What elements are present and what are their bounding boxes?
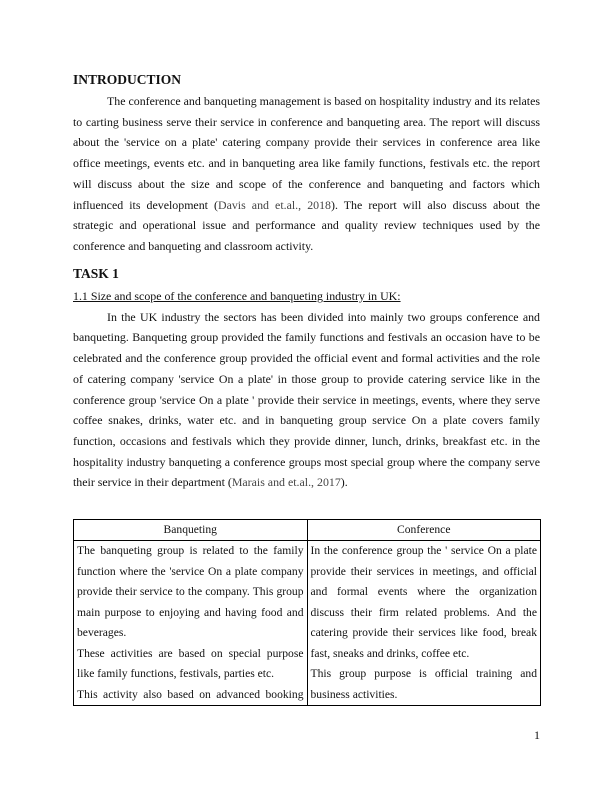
comparison-table (73, 519, 541, 706)
header-banqueting: Banqueting (74, 520, 308, 541)
cell-paragraph: These activities are based on special purpose like family functions, festivals, parties etc. (77, 646, 304, 680)
task1-heading: TASK 1 (73, 266, 119, 281)
task1-paragraph (73, 307, 540, 493)
paragraph-text: ). (340, 475, 348, 490)
introduction-heading: INTRODUCTION (73, 72, 182, 87)
cell-paragraph: The banqueting group is related to the family function where the 'service On a plate company provide their service to the company. This group main purpose to enjoying and having food and beverages. (77, 544, 304, 639)
banqueting-cell (74, 541, 308, 706)
task1-subheading: 1.1 Size and scope of the conference and banqueting industry in UK: (73, 289, 401, 303)
paragraph-text: The conference and banqueting management is based on hospitality industry and its relates to carting business serve their service in conference and banqueting area. The report will discuss about the 'service on a plate' catering company provide their services in conference area like office meetings, events etc. and in banqueting area like family functions, festivals etc. the report will discuss about the size and scope of the conference and banqueting and factors which influenced its development ( (73, 94, 540, 212)
table-header-row (74, 520, 541, 541)
table-row (74, 541, 541, 706)
paragraph-text: ). The report will also discuss about the strategic and operational issue and performance and quality review techniques used by the conference and banqueting and classroom activity. (73, 197, 540, 253)
introduction-paragraph (73, 91, 540, 257)
citation: Davis and et.al., 2018 (218, 197, 331, 212)
citation: Marais and et.al., 2017 (231, 475, 341, 490)
cell-paragraph: In the conference group the ' service On a plate provide their services in meetings, and official and formal events where the organization discuss their firm related problems. And the catering provide their services like food, break fast, sneaks and drinks, coffee etc. (310, 544, 537, 660)
cell-paragraph: This activity also based on advanced booking (77, 687, 304, 701)
page-number: 1 (534, 728, 540, 742)
conference-cell (307, 541, 541, 706)
task1-section (73, 266, 540, 493)
paragraph-text: In the UK industry the sectors has been divided into mainly two groups conference and banqueting. Banqueting group provided the family functions and festivals an occasion have to be celebrated and the conference group provided the official event and formal activities and the role of catering company 'service On a plate' in those group to provide catering service like in the conference group 'service On a plate ' provide their service in meetings, events, where they serve coffee snakes, drinks, water etc. and in banqueting group service On a plate covers family function, occasions and festivals which they provide dinner, lunch, drinks, breakfast etc. in the hospitality industry banqueting a conference groups most special group where the company serve their service in their department ( (73, 309, 540, 490)
introduction-section (73, 72, 540, 257)
header-conference: Conference (307, 520, 541, 541)
cell-paragraph: This group purpose is official training and business activities. (310, 667, 537, 701)
